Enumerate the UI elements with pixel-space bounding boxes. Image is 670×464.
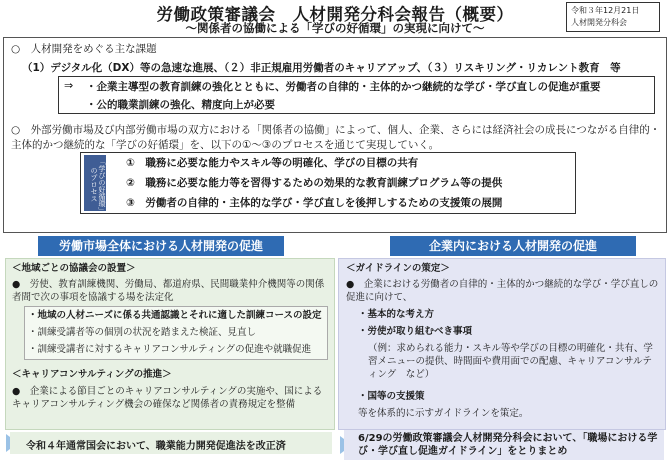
issues-heading: ○ 人材開発をめぐる主な課題	[11, 43, 157, 55]
right-banner: 企業内における人材開発の促進	[390, 236, 636, 256]
right-bottom-text: 6/29の労働政策審議会人材開発分科会において、「職場における学び・学び直し促進ガイドライン」をとりまとめ	[358, 433, 658, 457]
left-sub-1: ・地域の人材ニーズに係る共通認識とそれに適した訓練コースの設定	[28, 310, 322, 321]
process-label: 「学びの好循環」のプロセス	[84, 155, 106, 211]
left-banner: 労働市場全体における人材開発の促進	[38, 236, 284, 256]
process-step-1: ① 職務に必要な能力やスキル等の明確化、学びの目標の共有	[126, 157, 419, 169]
issues-bullet-1: ・企業主導型の教育訓練の強化とともに、労働者の自律的・主体的かつ継続的な学び・学び直しの促進が重要	[86, 81, 601, 93]
left-bottom-text: 令和４年通常国会において、職業能力開発促進法を改正済	[26, 441, 286, 452]
collaboration-paragraph: ○ 外部労働市場及び内部労働市場の双方における「関係者の協働」によって、個人、企業、さらには経済社会の成長につながる自律的・主体的かつ継続的な「学びの好循環」を、以下の①～③のプロセスを通じて実現していく。	[11, 124, 661, 151]
left-heading-2: ＜キャリアコンサルティングの推進＞	[12, 369, 172, 380]
process-step-3: ③ 労働者の自律的・主体的な学び・学び直しを後押しするための支援策の展開	[126, 197, 503, 209]
right-sub-3: ・国等の支援策	[358, 391, 425, 402]
left-sub-2: ・訓練受講者等の個別の状況を踏まえた検証、見直し	[28, 327, 257, 338]
org-text: 人材開発分科会	[571, 18, 627, 27]
right-sub-2-detail: （例：求められる能力・スキル等や学びの目標の明確化・共有、学習メニューの提供、時間面や費用面での配慮、キャリアコンサルティング など）	[368, 343, 653, 380]
issues-line: （1）デジタル化（DX）等の急速な進展、（２）非正規雇用労働者のキャリアアップ、（３）リスキリング・リカレント教育 等	[22, 62, 621, 74]
page-subtitle: ～関係者の協働による「学びの好循環」の実現に向けて～	[185, 21, 485, 35]
process-step-2: ② 職務に必要な能力等を習得するための効果的な教育訓練プログラム等の提供	[126, 177, 503, 189]
right-sub-2: ・労使が取り組むべき事項	[358, 326, 473, 337]
right-bullet-1: ● 企業における労働者の自律的・主体的かつ継続的な学び・学び直しの促進に向けて、	[346, 279, 659, 303]
left-sub-3: ・訓練受講者に対するキャリアコンサルティングの促進や就職促進	[28, 344, 312, 355]
page-title: 労働政策審議会 人材開発分科会報告（概要）	[156, 5, 514, 24]
left-bullet-1: ● 労使、教育訓練機関、労働局、都道府県、民間職業仲介機関等の関係者間で次の事項を協議する場を法定化	[12, 279, 325, 303]
right-sub-1: ・基本的な考え方	[358, 309, 435, 320]
right-heading-1: ＜ガイドラインの策定＞	[346, 263, 450, 274]
date-text: 令和３年12月21日	[571, 6, 640, 15]
right-sub-3-detail: 等を体系的に示すガイドラインを策定。	[358, 408, 529, 419]
left-heading-1: ＜地域ごとの協議会の設置＞	[12, 263, 136, 274]
issues-bullet-2: ・公的職業訓練の強化、精度向上が必要	[86, 99, 275, 111]
date-box	[566, 2, 660, 32]
implication-arrow: ⇒	[64, 79, 74, 92]
left-bullet-2: ● 企業による節目ごとのキャリアコンサルティングの実施や、国によるキャリアコンサルティング機会の確保など関係者の責務規定を整備	[12, 386, 323, 410]
